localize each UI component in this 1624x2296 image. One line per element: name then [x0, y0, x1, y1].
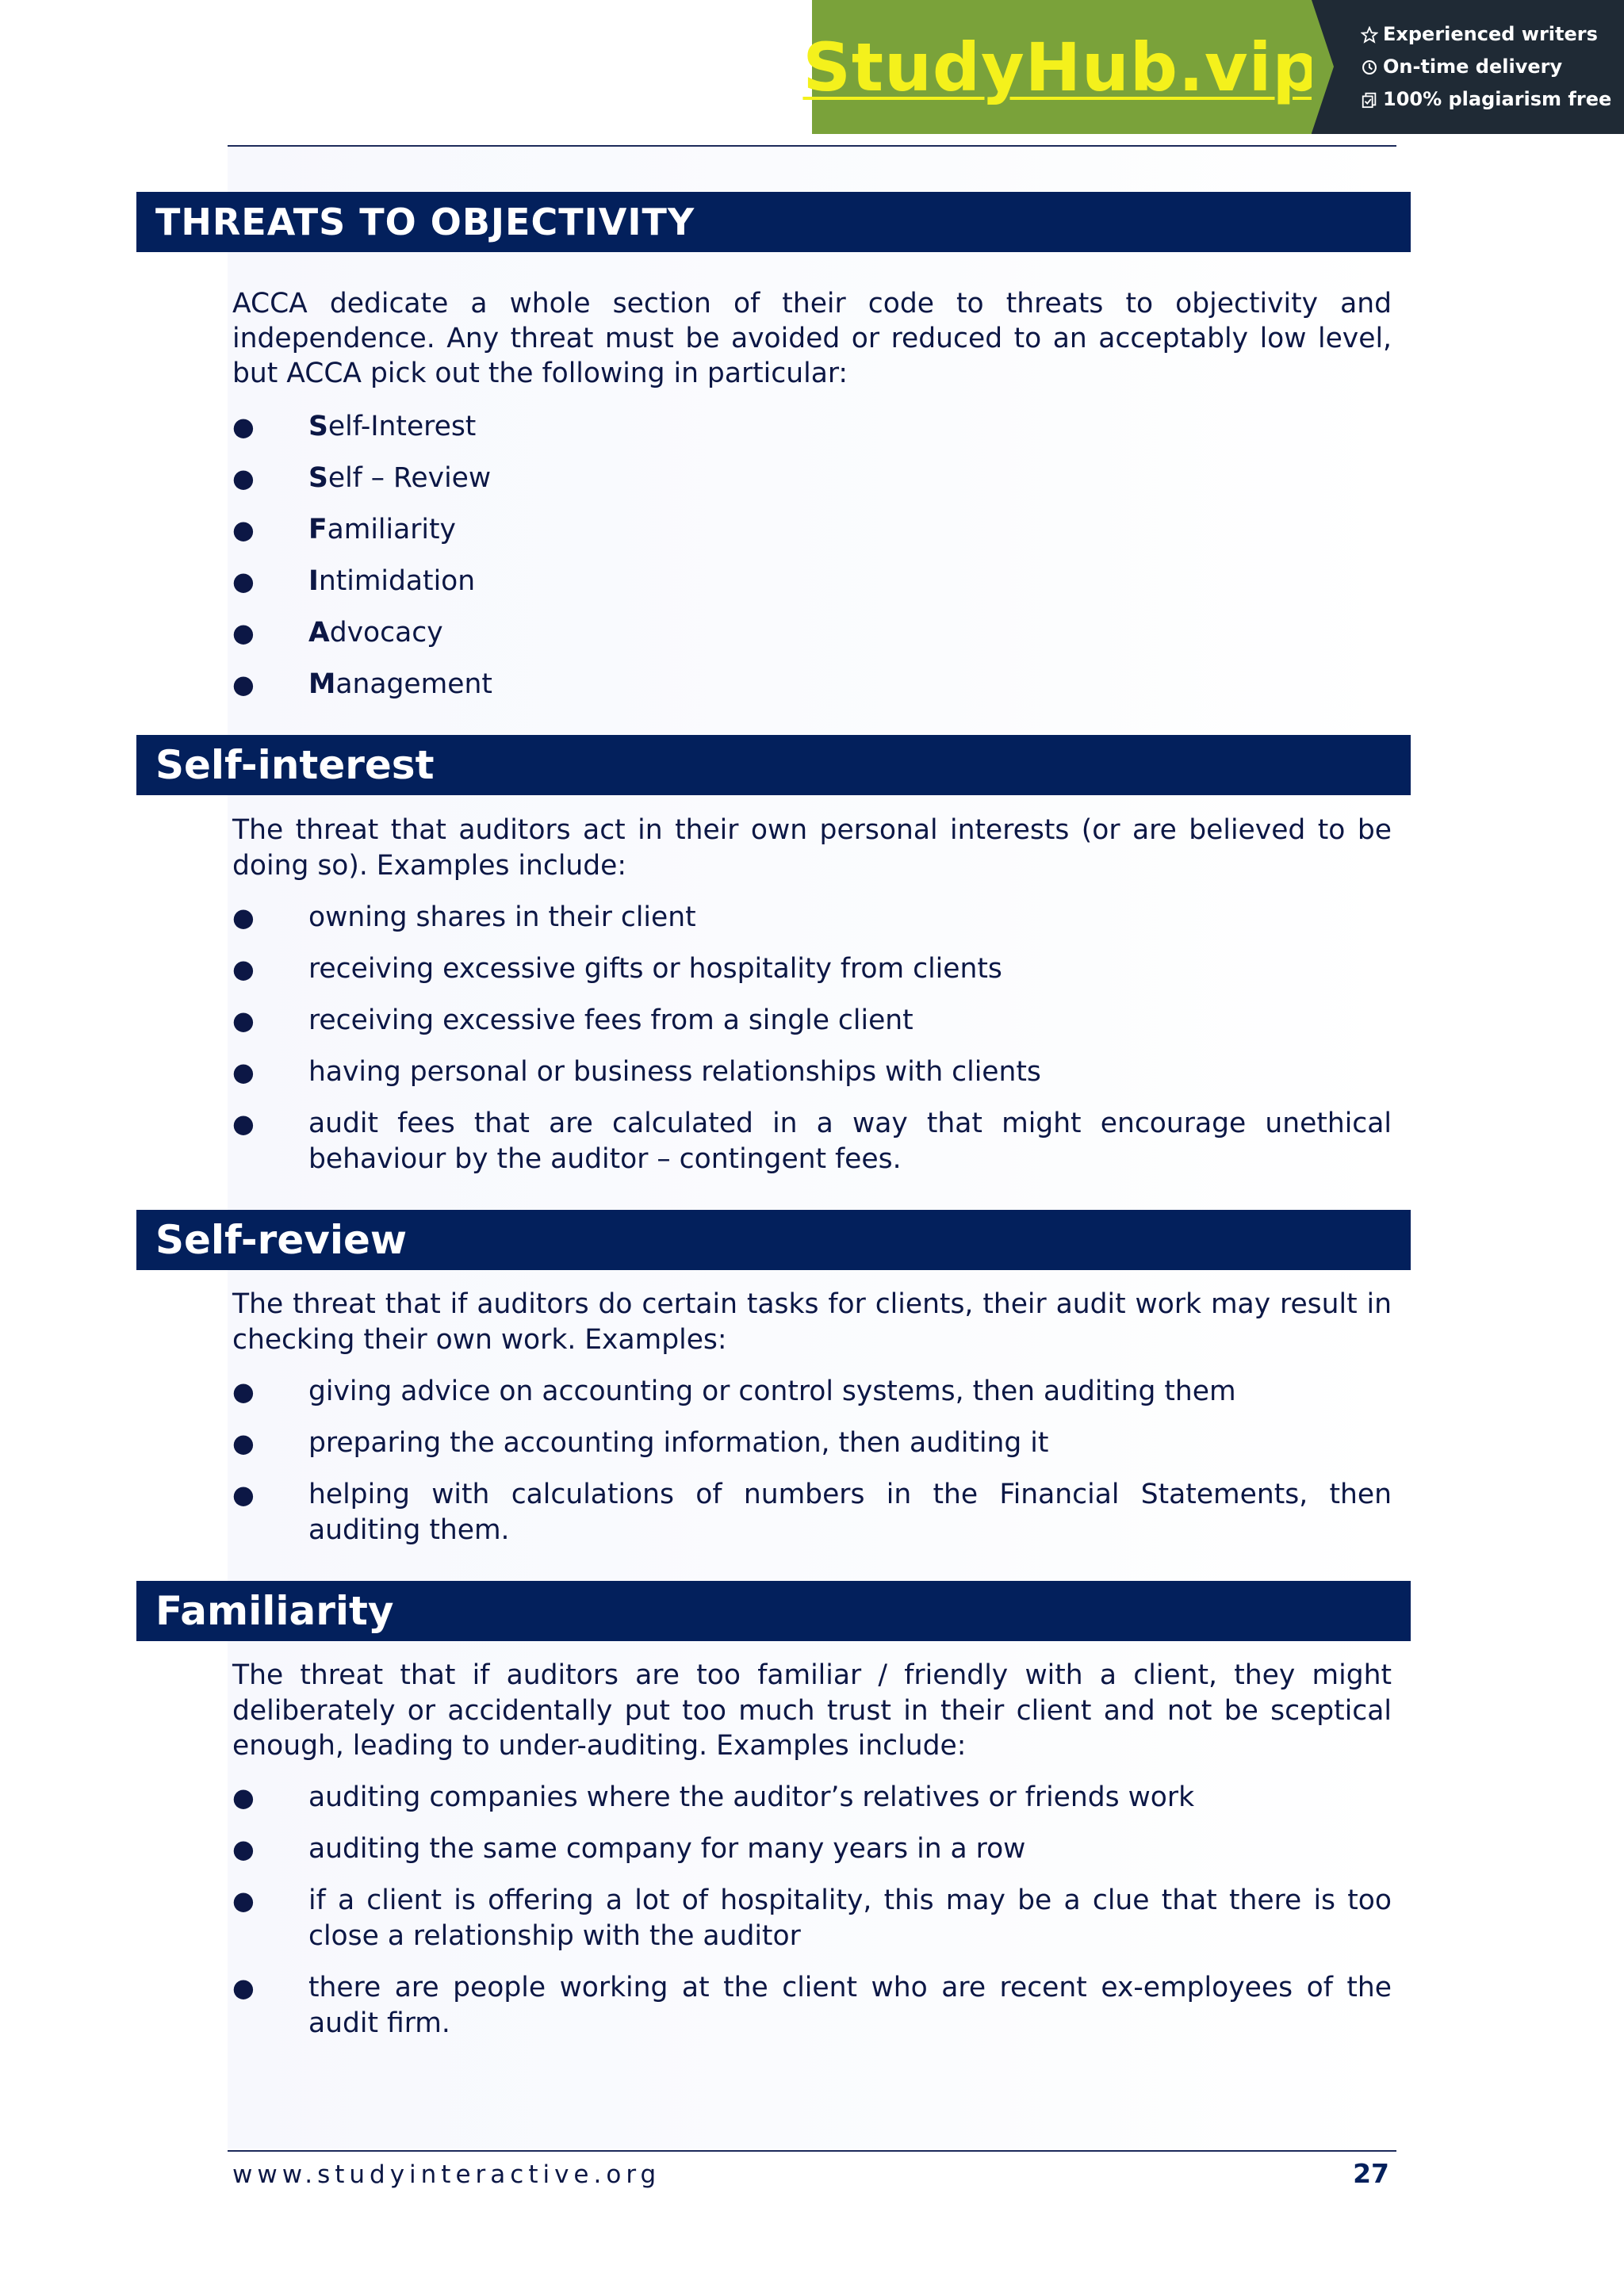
self-review-intro: The threat that if auditors do certain tasks for clients, their audit work may result in checking their own work. Examples: — [232, 1288, 1392, 1356]
list-item — [232, 1425, 1392, 1461]
bullet-icon: ● — [232, 1782, 255, 1812]
list-item — [232, 1780, 1392, 1816]
bullet-icon: ● — [232, 411, 255, 442]
footer-rule — [228, 2150, 1396, 2152]
initial-letter: S — [308, 462, 328, 494]
bullet-icon: ● — [232, 618, 255, 648]
initial-letter: M — [308, 668, 336, 700]
list-item — [232, 461, 1392, 496]
initial-letter: F — [308, 514, 327, 545]
item-text: if a client is offering a lot of hospitality, this may be a clue that there is too close a relationship with the auditor — [308, 1885, 1392, 1952]
item-text: having personal or business relationships with clients — [308, 1056, 1041, 1088]
item-text: auditing the same company for many years in a row — [308, 1833, 1026, 1865]
bullet-icon: ● — [232, 1973, 255, 2003]
initial-letter: S — [308, 411, 328, 442]
list-item — [232, 900, 1392, 936]
item-text: receiving excessive fees from a single client — [308, 1004, 914, 1036]
bullet-icon: ● — [232, 669, 255, 699]
list-item — [232, 1003, 1392, 1039]
list-item — [232, 667, 1392, 702]
list-item — [232, 512, 1392, 548]
studyhub-banner[interactable] — [802, 0, 1624, 134]
item-text: receiving excessive gifts or hospitality from clients — [308, 953, 1002, 985]
list-item — [232, 409, 1392, 445]
list-item — [232, 951, 1392, 987]
heading-self-interest: Self-interest — [136, 735, 1411, 795]
bullet-icon: ● — [232, 1428, 255, 1458]
bullet-icon: ● — [232, 515, 255, 545]
initial-letter: A — [308, 617, 330, 649]
bullet-icon: ● — [232, 566, 255, 596]
bullet-icon: ● — [232, 1108, 255, 1138]
list-item — [232, 1970, 1392, 2041]
bullet-icon: ● — [232, 954, 255, 984]
familiarity-intro: The threat that if auditors are too familiar / friendly with a client, they might deliberately or accidentally put too much trust in their client and not be sceptical enough, leading to under-auditing. Examples include: — [232, 1659, 1392, 1762]
heading-familiarity: Familiarity — [136, 1581, 1411, 1641]
list-item — [232, 1374, 1392, 1410]
feature-label: On-time delivery — [1383, 55, 1563, 78]
threats-intro-line-3: but ACCA pick out the following in particular: — [232, 358, 848, 389]
item-text: dvocacy — [329, 617, 443, 649]
heading-threats-to-objectivity: THREATS TO OBJECTIVITY — [136, 192, 1411, 252]
header-rule — [228, 145, 1396, 147]
bullet-icon: ● — [232, 1376, 255, 1406]
bullet-icon: ● — [232, 1005, 255, 1035]
logo-text: StudyHub.vip — [802, 28, 1321, 106]
bullet-icon: ● — [232, 1885, 255, 1915]
item-text: there are people working at the client who are recent ex-employees of the audit firm. — [308, 1972, 1392, 2039]
list-item — [232, 1831, 1392, 1867]
item-text: audit fees that are calculated in a way that might encourage unethical behaviour by the auditor – contingent fees. — [308, 1108, 1392, 1175]
list-item — [232, 1054, 1392, 1090]
list-item — [232, 564, 1392, 599]
item-text: preparing the accounting information, then auditing it — [308, 1427, 1049, 1459]
self-interest-intro: The threat that auditors act in their own personal interests (or are believed to be doing so). Examples include: — [232, 814, 1392, 882]
studyhub-logo[interactable] — [802, 0, 1321, 134]
feature-plagiarism-free — [1359, 83, 1624, 116]
threats-intro-line-1: ACCA dedicate a whole section of their code to threats to objectivity and — [232, 288, 1392, 320]
bullet-icon: ● — [232, 902, 255, 932]
threats-intro-line-2: independence. Any threat must be avoided or reduced to an acceptably low level, — [232, 323, 1392, 354]
bullet-icon: ● — [232, 463, 255, 493]
star-icon — [1359, 26, 1380, 44]
item-text: elf – Review — [327, 462, 492, 494]
feature-on-time-delivery — [1359, 51, 1624, 83]
page-number: 27 — [1353, 2158, 1389, 2189]
item-text: ntimidation — [318, 565, 476, 597]
document-check-icon — [1359, 91, 1380, 109]
list-item — [232, 615, 1392, 651]
feature-experienced-writers — [1359, 18, 1624, 51]
feature-label: 100% plagiarism free — [1383, 88, 1612, 110]
list-item — [232, 1106, 1392, 1177]
item-text: owning shares in their client — [308, 901, 696, 933]
item-text: helping with calculations of numbers in the Financial Statements, then auditing them. — [308, 1479, 1392, 1546]
list-item — [232, 1883, 1392, 1954]
bullet-icon: ● — [232, 1834, 255, 1864]
banner-features — [1312, 0, 1624, 134]
feature-label: Experienced writers — [1383, 23, 1598, 45]
item-text: amiliarity — [327, 514, 456, 545]
bullet-icon: ● — [232, 1057, 255, 1087]
list-item — [232, 1477, 1392, 1548]
footer-url[interactable]: www.studyinteractive.org — [232, 2160, 661, 2189]
bullet-icon: ● — [232, 1479, 255, 1510]
item-text: anagement — [335, 668, 492, 700]
clock-icon — [1359, 59, 1380, 75]
item-text: giving advice on accounting or control systems, then auditing them — [308, 1376, 1236, 1407]
item-text: auditing companies where the auditor’s relatives or friends work — [308, 1781, 1195, 1813]
heading-self-review: Self-review — [136, 1210, 1411, 1270]
item-text: elf-Interest — [327, 411, 477, 442]
initial-letter: I — [308, 565, 319, 597]
